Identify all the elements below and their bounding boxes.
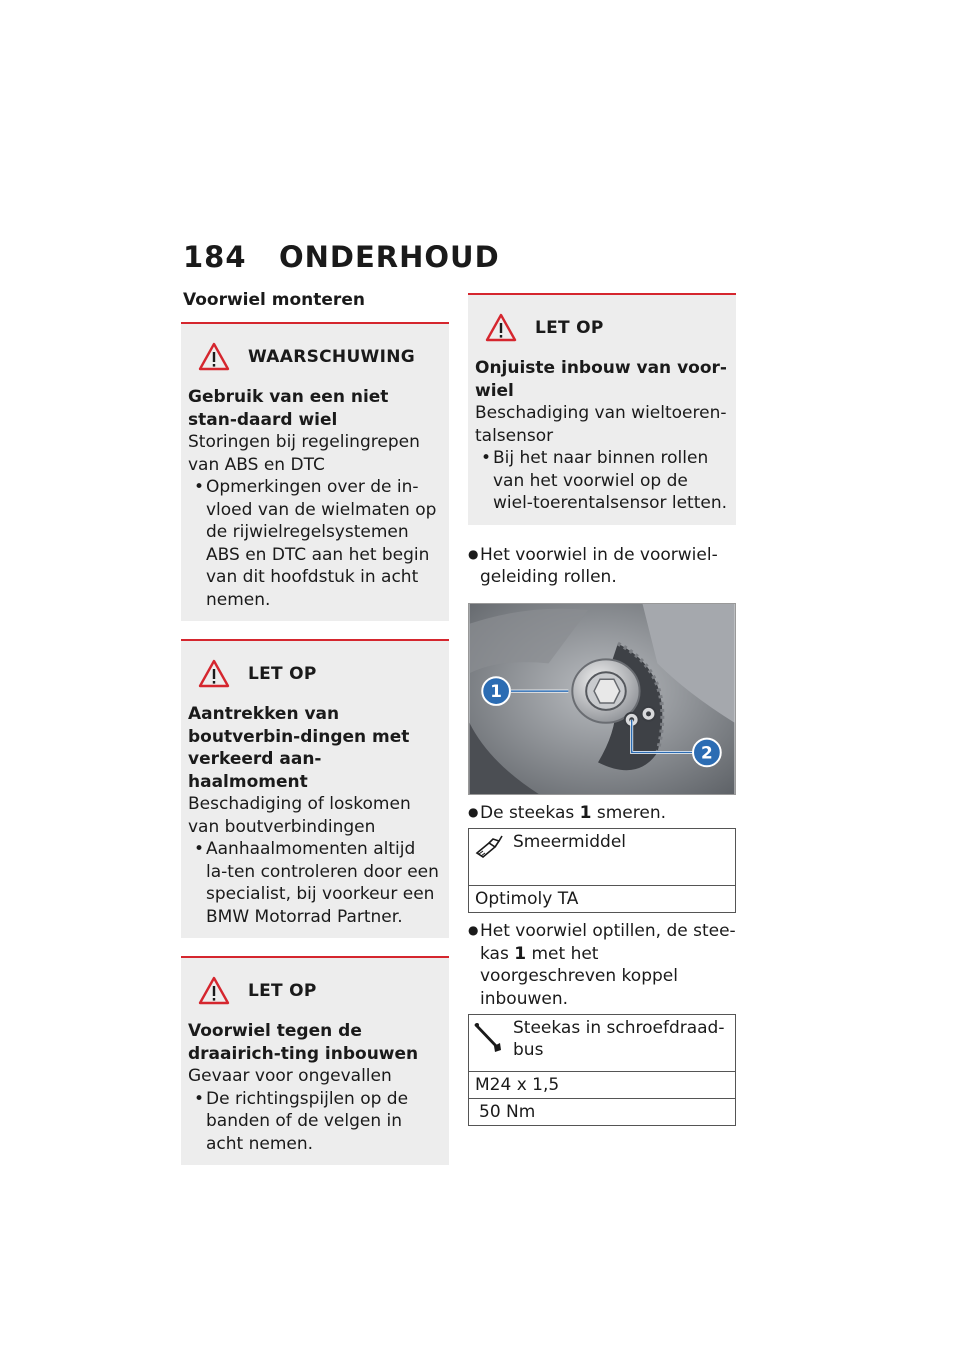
caution-bullet: • Bij het naar binnen rollen van het voorwiel op de wiel-toerentalsensor letten.: [475, 447, 728, 515]
caution-desc: Gevaar voor ongevallen: [188, 1066, 392, 1086]
warning-triangle-icon: [198, 976, 230, 1006]
right-column: [468, 293, 736, 1132]
step-lubricate-axle: [468, 801, 736, 825]
torque-icon-cell: [469, 1015, 510, 1072]
torque-spec-table: [468, 1014, 736, 1126]
grease-gun-icon: [473, 833, 503, 859]
left-column: [181, 290, 449, 1183]
warning-triangle-icon: [485, 313, 517, 343]
caution-box-torque: [181, 639, 449, 938]
caution-title: Onjuiste inbouw van voor-wiel: [475, 358, 727, 401]
caution-title: Voorwiel tegen de draairich-ting inbouwen: [188, 1021, 419, 1064]
step-text: met het voorgeschreven koppel inbouwen.: [480, 943, 678, 1009]
caution-label: LET OP: [535, 318, 604, 338]
warning-box-header: [188, 342, 441, 372]
warning-desc: Storingen bij regelingrepen van ABS en DTC: [188, 432, 420, 475]
torque-wrench-icon: [473, 1019, 503, 1055]
warning-bullet: • Opmerkingen over de in-vloed van de wielmaten op de rijwielregelsystemen ABS en DTC aan het begin van dit hoofdstuk in acht nemen.: [188, 476, 441, 611]
step-text: smeren.: [591, 802, 667, 823]
warning-label: WAARSCHUWING: [248, 347, 416, 367]
caution-box-header: [188, 659, 441, 689]
caution-bullet: • De richtingspijlen op de banden of de velgen in acht nemen.: [188, 1088, 441, 1156]
caution-desc: Beschadiging van wieltoeren-talsensor: [475, 403, 727, 446]
callout-2-label: 2: [701, 741, 713, 762]
warning-triangle-icon: [198, 342, 230, 372]
chapter-title: ONDERHOUD: [279, 240, 500, 274]
lubricant-icon-cell: [469, 829, 510, 886]
caution-label: LET OP: [248, 664, 317, 684]
callout-1-label: 1: [490, 680, 502, 701]
caution-bullet: • Aanhaalmomenten altijd la-ten controleren door een specialist, bij voorkeur een BMW Motorrad Partner.: [188, 838, 441, 928]
torque-thread: M24 x 1,5: [469, 1072, 736, 1099]
part-reference: 1: [579, 802, 592, 823]
warning-box: [181, 322, 449, 621]
step-text: Het voorwiel optillen, de stee-kas: [480, 921, 736, 964]
lubricant-value: Optimoly TA: [469, 886, 736, 913]
lubricant-label: Smeermiddel: [509, 829, 736, 886]
lubricant-spec-table: [468, 828, 736, 913]
caution-box-sensor: [468, 293, 736, 525]
page-header: [183, 240, 500, 274]
caution-title: Aantrekken van boutverbin-dingen met verkeerd aan-haalmoment: [188, 704, 410, 792]
caution-box-header: [188, 976, 441, 1006]
page-number: 184: [183, 240, 247, 274]
torque-value: 50 Nm: [469, 1099, 736, 1126]
step-roll-wheel: ● Het voorwiel in de voorwiel-geleiding rollen.: [468, 543, 736, 589]
torque-label: Steekas in schroefdraad-bus: [509, 1015, 736, 1072]
step-text: De steekas: [480, 802, 580, 823]
caution-desc: Beschadiging of loskomen van boutverbindingen: [188, 794, 411, 837]
caution-box-direction: [181, 956, 449, 1165]
caution-box-header: [475, 313, 728, 343]
part-reference: 1: [514, 943, 527, 964]
warning-title: Gebruik van een niet stan-daard wiel: [188, 387, 389, 430]
caution-label: LET OP: [248, 981, 317, 1001]
warning-triangle-icon: [198, 659, 230, 689]
wheel-axle-photo: [468, 603, 736, 795]
section-title: Voorwiel monteren: [183, 290, 365, 310]
step-install-axle: [468, 919, 736, 1010]
